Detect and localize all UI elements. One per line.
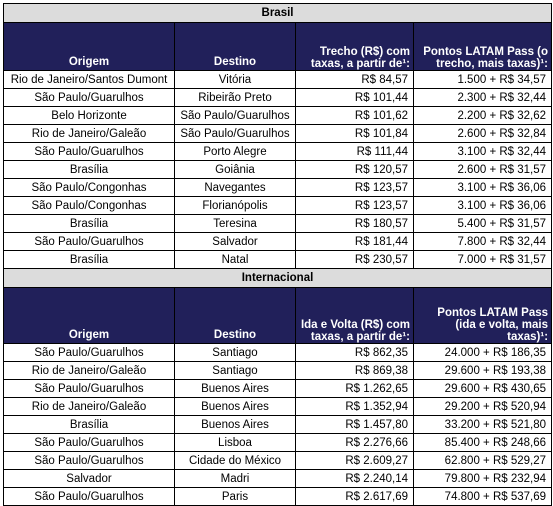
origin-cell: São Paulo/Congonhas	[4, 179, 175, 197]
table-row	[4, 215, 552, 233]
header-ida-volta: Ida e Volta (R$) com taxas, a partir de¹:	[296, 288, 414, 344]
price-cell: R$ 230,57	[296, 251, 414, 269]
origin-cell: Salvador	[4, 470, 175, 488]
table-row	[4, 470, 552, 488]
price-cell: R$ 1.352,94	[296, 398, 414, 416]
price-cell: R$ 181,44	[296, 233, 414, 251]
table-row	[4, 233, 552, 251]
internacional-section	[4, 269, 552, 506]
table-row	[4, 362, 552, 380]
points-cell: 79.800 + R$ 232,94	[414, 470, 552, 488]
destination-cell: Madri	[175, 470, 296, 488]
points-cell: 29.200 + R$ 520,94	[414, 398, 552, 416]
points-cell: 7.000 + R$ 31,57	[414, 251, 552, 269]
points-cell: 62.800 + R$ 529,27	[414, 452, 552, 470]
table-row	[4, 488, 552, 506]
points-cell: 24.000 + R$ 186,35	[414, 344, 552, 362]
origin-cell: São Paulo/Congonhas	[4, 197, 175, 215]
price-cell: R$ 2.617,69	[296, 488, 414, 506]
destination-cell: Vitória	[175, 71, 296, 89]
price-cell: R$ 862,35	[296, 344, 414, 362]
destination-cell: Navegantes	[175, 179, 296, 197]
points-cell: 2.600 + R$ 32,84	[414, 125, 552, 143]
origin-cell: Rio de Janeiro/Santos Dumont	[4, 71, 175, 89]
price-cell: R$ 123,57	[296, 179, 414, 197]
destination-cell: Buenos Aires	[175, 398, 296, 416]
table-row	[4, 452, 552, 470]
table-row	[4, 434, 552, 452]
points-cell: 3.100 + R$ 36,06	[414, 197, 552, 215]
fares-table	[3, 3, 552, 506]
origin-cell: Brasília	[4, 161, 175, 179]
price-cell: R$ 1.457,80	[296, 416, 414, 434]
header-origem: Origem	[4, 23, 175, 71]
origin-cell: São Paulo/Guarulhos	[4, 143, 175, 161]
origin-cell: São Paulo/Guarulhos	[4, 344, 175, 362]
destination-cell: Florianópolis	[175, 197, 296, 215]
destination-cell: Lisboa	[175, 434, 296, 452]
destination-cell: Goiânia	[175, 161, 296, 179]
points-cell: 3.100 + R$ 32,44	[414, 143, 552, 161]
destination-cell: Porto Alegre	[175, 143, 296, 161]
price-cell: R$ 180,57	[296, 215, 414, 233]
origin-cell: São Paulo/Guarulhos	[4, 434, 175, 452]
table-row	[4, 251, 552, 269]
origin-cell: Rio de Janeiro/Galeão	[4, 398, 175, 416]
points-cell: 29.600 + R$ 193,38	[414, 362, 552, 380]
points-cell: 3.100 + R$ 36,06	[414, 179, 552, 197]
points-cell: 29.600 + R$ 430,65	[414, 380, 552, 398]
destination-cell: Santiago	[175, 362, 296, 380]
header-trecho: Trecho (R$) com taxas, a partir de¹:	[296, 23, 414, 71]
origin-cell: Belo Horizonte	[4, 107, 175, 125]
price-cell: R$ 2.240,14	[296, 470, 414, 488]
points-cell: 7.800 + R$ 32,44	[414, 233, 552, 251]
points-cell: 2.600 + R$ 31,57	[414, 161, 552, 179]
table-row	[4, 107, 552, 125]
table-row	[4, 416, 552, 434]
destination-cell: Santiago	[175, 344, 296, 362]
origin-cell: São Paulo/Guarulhos	[4, 488, 175, 506]
price-cell: R$ 2.276,66	[296, 434, 414, 452]
origin-cell: São Paulo/Guarulhos	[4, 89, 175, 107]
header-pontos: Pontos LATAM Pass (o trecho, mais taxas)¹:	[414, 23, 552, 71]
destination-cell: Ribeirão Preto	[175, 89, 296, 107]
points-cell: 85.400 + R$ 248,66	[414, 434, 552, 452]
price-cell: R$ 111,44	[296, 143, 414, 161]
destination-cell: Buenos Aires	[175, 380, 296, 398]
price-cell: R$ 101,84	[296, 125, 414, 143]
table-row	[4, 398, 552, 416]
price-cell: R$ 1.262,65	[296, 380, 414, 398]
points-cell: 2.300 + R$ 32,44	[414, 89, 552, 107]
origin-cell: Brasília	[4, 215, 175, 233]
destination-cell: Teresina	[175, 215, 296, 233]
section-title-brasil: Brasil	[4, 4, 552, 23]
destination-cell: Salvador	[175, 233, 296, 251]
points-cell: 1.500 + R$ 34,57	[414, 71, 552, 89]
destination-cell: Natal	[175, 251, 296, 269]
points-cell: 5.400 + R$ 31,57	[414, 215, 552, 233]
price-cell: R$ 101,62	[296, 107, 414, 125]
destination-cell: Buenos Aires	[175, 416, 296, 434]
table-row	[4, 344, 552, 362]
table-row	[4, 161, 552, 179]
price-cell: R$ 84,57	[296, 71, 414, 89]
destination-cell: Paris	[175, 488, 296, 506]
brasil-section	[4, 4, 552, 269]
price-cell: R$ 2.609,27	[296, 452, 414, 470]
table-row	[4, 143, 552, 161]
header-origem: Origem	[4, 288, 175, 344]
origin-cell: São Paulo/Guarulhos	[4, 380, 175, 398]
table-row	[4, 89, 552, 107]
table-row	[4, 197, 552, 215]
price-cell: R$ 123,57	[296, 197, 414, 215]
table-row	[4, 71, 552, 89]
destination-cell: São Paulo/Guarulhos	[175, 107, 296, 125]
origin-cell: Rio de Janeiro/Galeão	[4, 362, 175, 380]
table-row	[4, 125, 552, 143]
destination-cell: São Paulo/Guarulhos	[175, 125, 296, 143]
table-row	[4, 380, 552, 398]
points-cell: 2.200 + R$ 32,62	[414, 107, 552, 125]
price-cell: R$ 869,38	[296, 362, 414, 380]
origin-cell: Brasília	[4, 251, 175, 269]
origin-cell: São Paulo/Guarulhos	[4, 233, 175, 251]
table-row	[4, 179, 552, 197]
origin-cell: Brasília	[4, 416, 175, 434]
destination-cell: Cidade do México	[175, 452, 296, 470]
origin-cell: Rio de Janeiro/Galeão	[4, 125, 175, 143]
header-destino: Destino	[175, 288, 296, 344]
price-cell: R$ 120,57	[296, 161, 414, 179]
section-title-internacional: Internacional	[4, 269, 552, 288]
header-destino: Destino	[175, 23, 296, 71]
origin-cell: São Paulo/Guarulhos	[4, 452, 175, 470]
points-cell: 74.800 + R$ 537,69	[414, 488, 552, 506]
price-cell: R$ 101,44	[296, 89, 414, 107]
header-pontos: Pontos LATAM Pass (ida e volta, mais taxas)¹:	[414, 288, 552, 344]
points-cell: 33.200 + R$ 521,80	[414, 416, 552, 434]
